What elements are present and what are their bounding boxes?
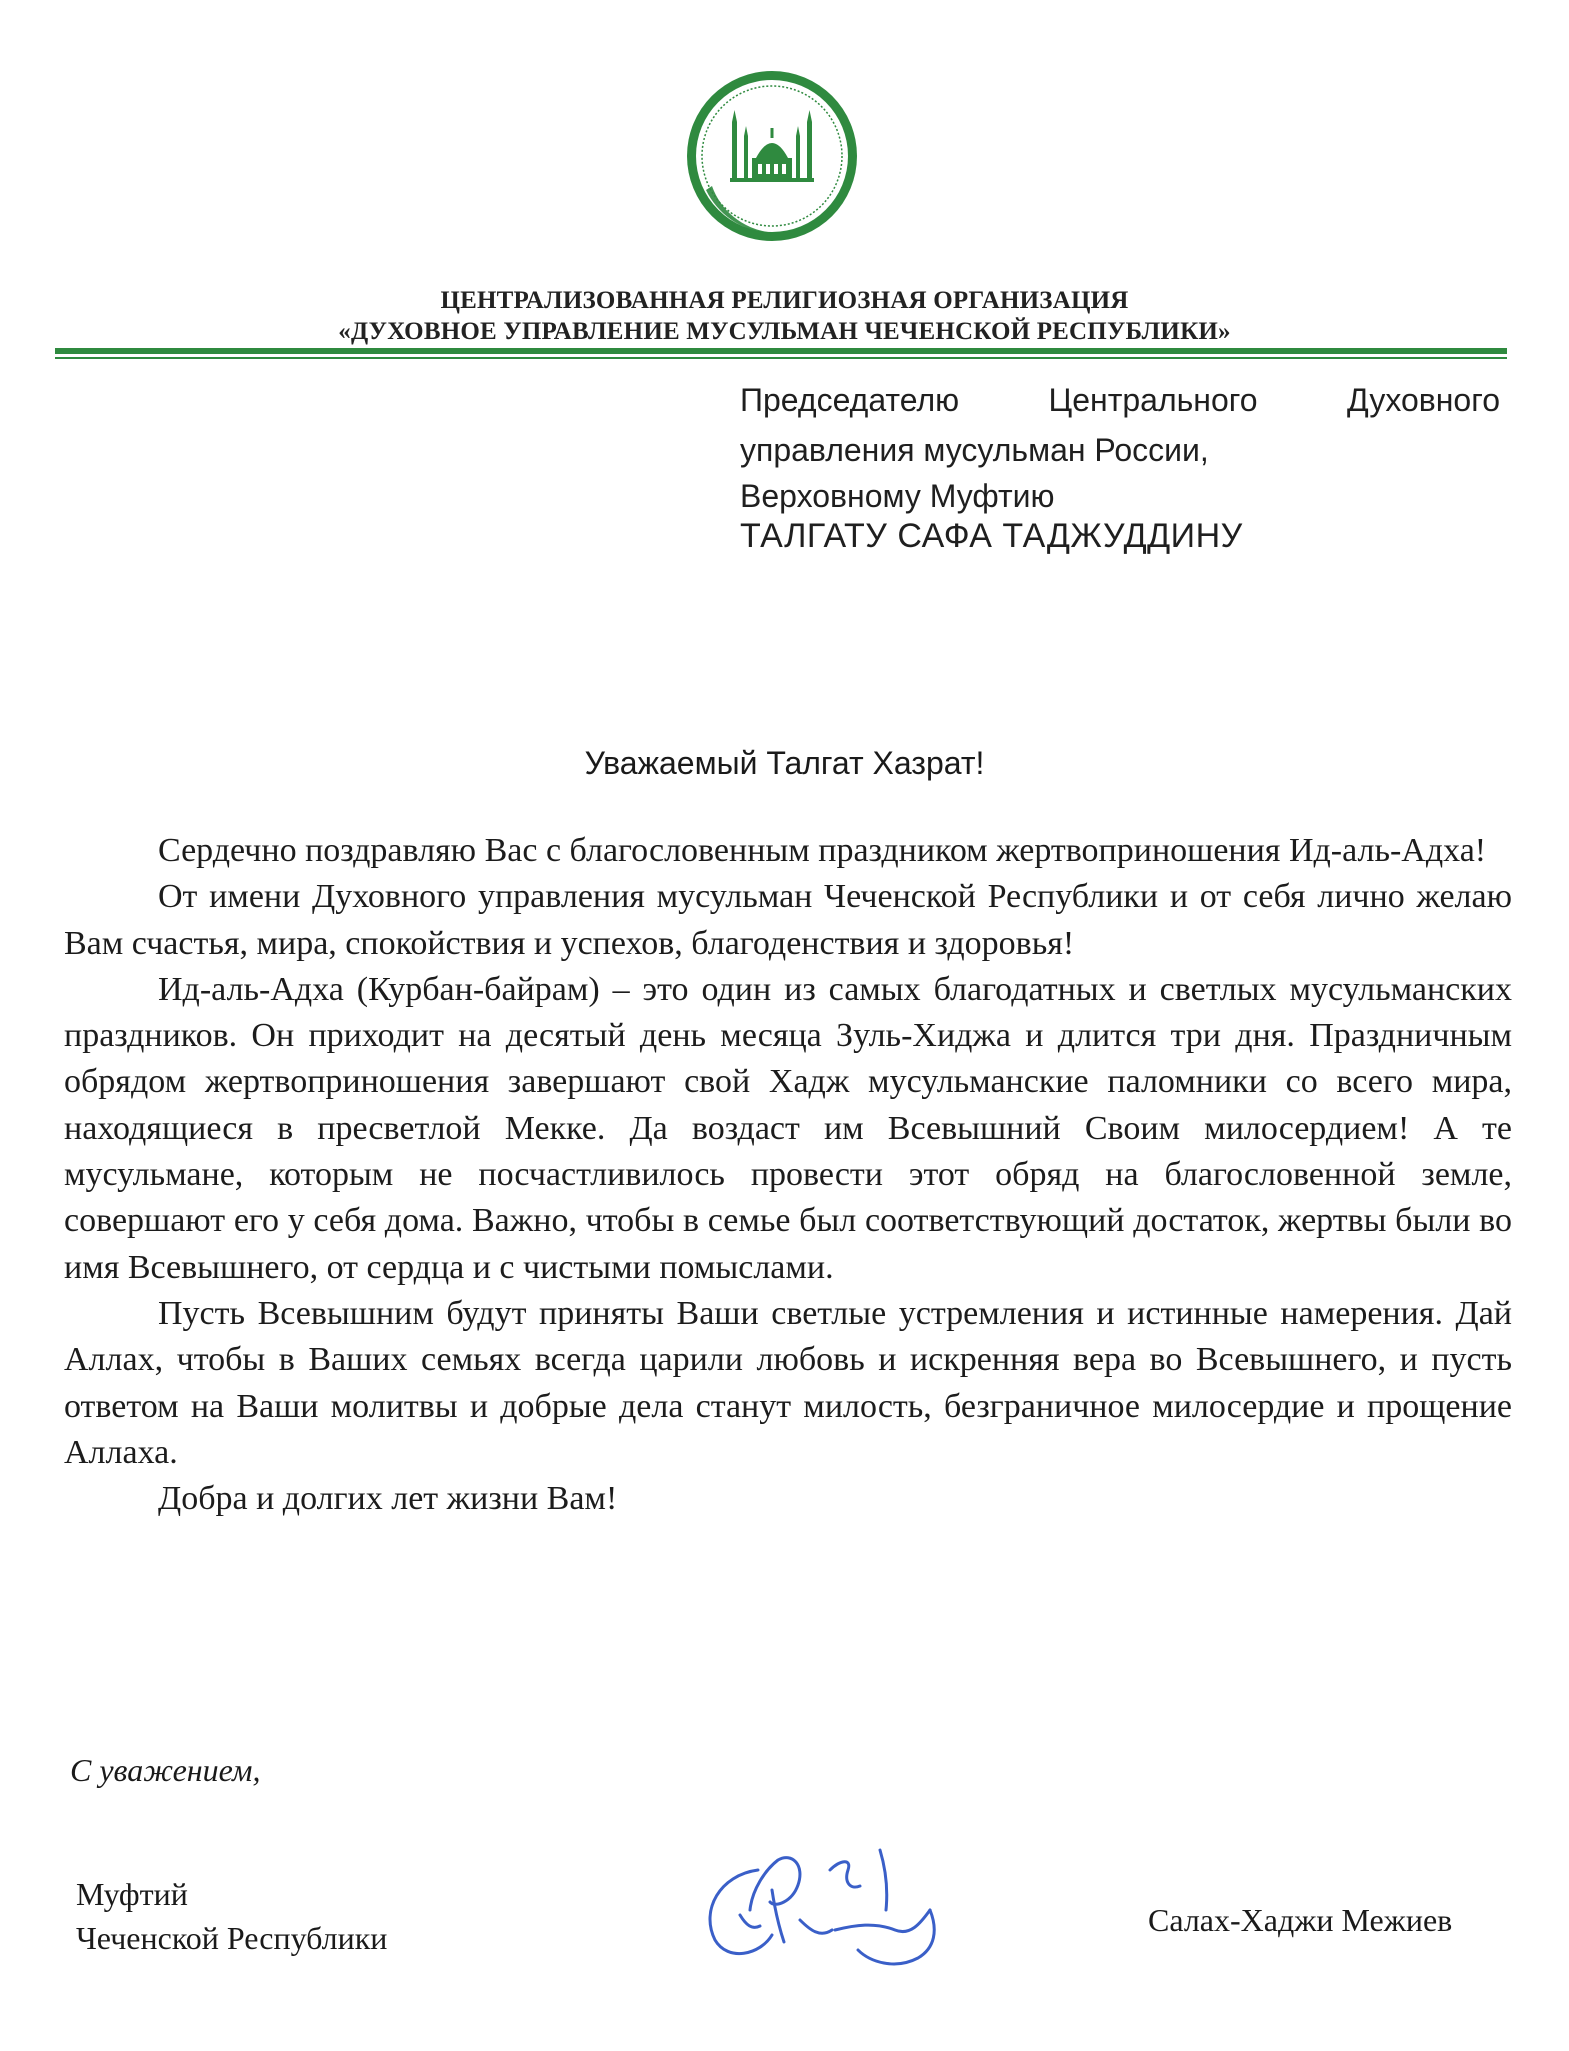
signer-position-line-1: Муфтий (76, 1876, 188, 1912)
header-divider-thin (55, 357, 1507, 359)
addressee-word: Центрального (1048, 382, 1258, 418)
addressee-line-2: управления мусульман России, (740, 432, 1209, 468)
signer-name: Салах-Хаджи Межиев (1148, 1902, 1453, 1938)
addressee-line-3: Верховному Муфтию (740, 478, 1055, 514)
signer-position (76, 1872, 387, 1960)
letter-body (64, 828, 1512, 1522)
organization-type: ЦЕНТРАЛИЗОВАННАЯ РЕЛИГИОЗНАЯ ОРГАНИЗАЦИЯ (440, 287, 1129, 314)
salutation: Уважаемый Талгат Хазрат! (584, 745, 985, 781)
body-paragraph-3: Ид-аль-Адха (Курбан-байрам) – это один из самых благодатных и светлых мусульманских праздников. Он приходит на десятый день месяца Зуль-Хиджа и длится три дня. Праздничным обрядом жертвоприношения завершают свой Хадж мусульманские паломники со всего мира, находящиеся в пресветлой Мекке. Да воздаст им Всевышний Своим милосердием! А те мусульмане, которым не посчастливилось провести этот обряд на благословенной земле, совершают его у себя дома. Важно, чтобы в семье был соответствующий достаток, жертвы были во имя Всевышнего, от сердца и с чистыми помыслами. (64, 970, 1512, 1286)
body-paragraph-4: Пусть Всевышним будут приняты Ваши светлые устремления и истинные намерения. Дай Аллах, чтобы в Ваших семьях всегда царили любовь и искренняя вера во Всевышнего, и пусть ответом на Ваши молитвы и добрые дела станут милость, безграничное милосердие и прощение Аллаха. (64, 1294, 1512, 1471)
handwritten-signature-icon (680, 1830, 980, 1970)
body-paragraph-1: Сердечно поздравляю Вас с благословенным праздником жертвоприношения Ид-аль-Адха! (158, 832, 1487, 869)
header-divider (55, 348, 1507, 354)
addressee-line-1 (740, 382, 1500, 419)
addressee-word: Духовного (1346, 382, 1500, 418)
body-paragraph-2: От имени Духовного управления мусульман Чеченской Республики и от себя лично желаю Вам счастья, мира, спокойствия и успехов, благоденствия и здоровья! (64, 878, 1512, 962)
mosque-emblem-icon (686, 70, 858, 242)
addressee-name: ТАЛГАТУ САФА ТАДЖУДДИНУ (740, 517, 1243, 555)
signer-position-line-2: Чеченской Республики (76, 1920, 388, 1956)
body-paragraph-5: Добра и долгих лет жизни Вам! (158, 1480, 618, 1518)
organization-name: «ДУХОВНОЕ УПРАВЛЕНИЕ МУСУЛЬМАН ЧЕЧЕНСКОЙ РЕСПУБЛИКИ» (338, 318, 1231, 345)
closing-regards: С уважением, (70, 1752, 261, 1788)
addressee-word: Председателю (740, 382, 960, 418)
